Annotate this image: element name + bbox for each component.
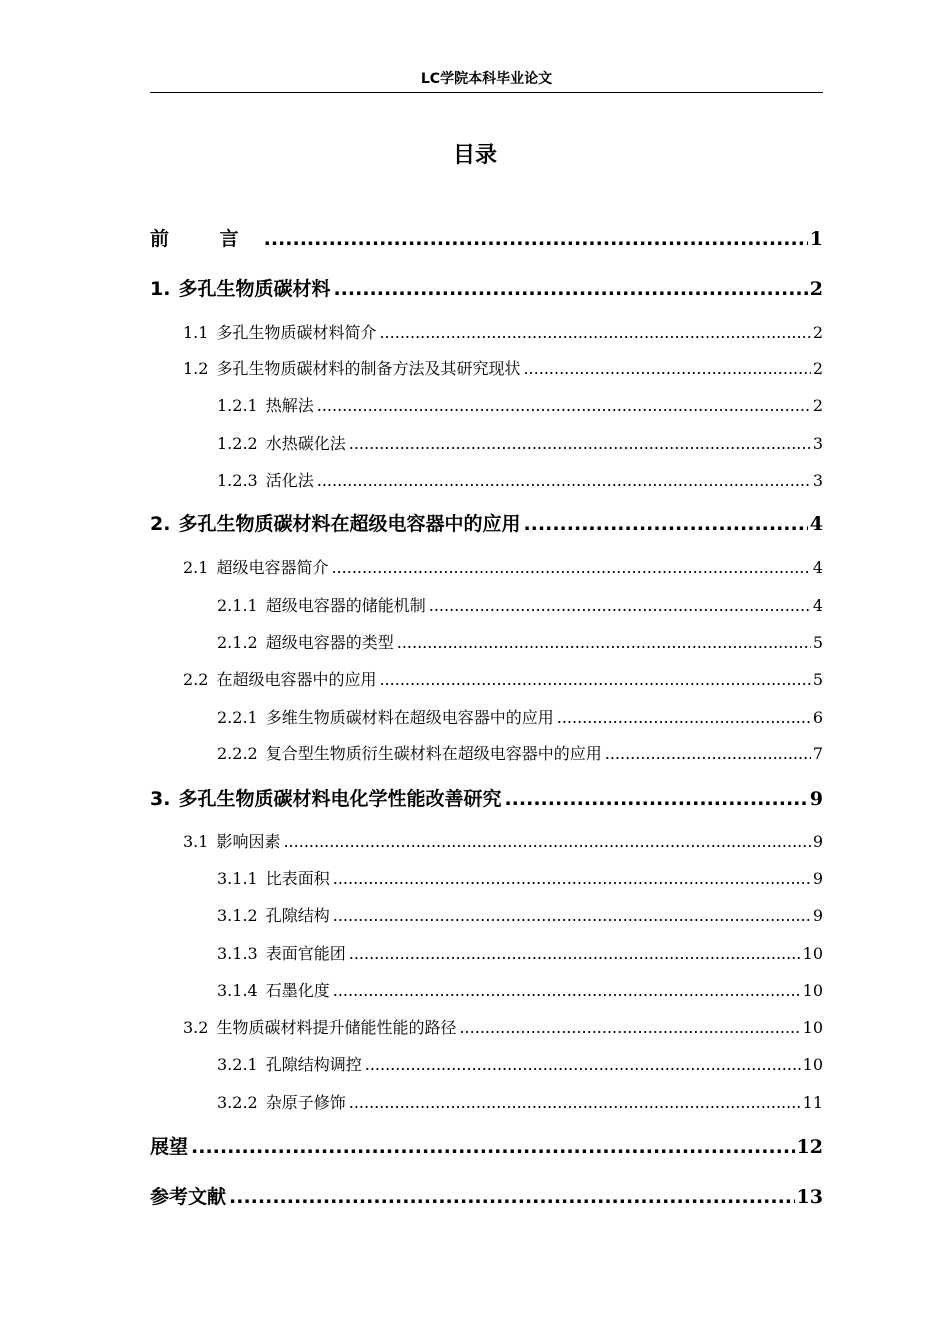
toc-entry-label: 热解法 (265, 396, 314, 415)
toc-entry-label: 多孔生物质碳材料电化学性能改善研究 (178, 788, 502, 810)
toc-entry-page: 9 (812, 906, 823, 925)
toc-leader-dots (229, 1184, 795, 1210)
toc-leader-dots (191, 1134, 795, 1160)
toc-entry-3-2[interactable] (183, 1017, 823, 1039)
toc-entry-label: 多孔生物质碳材料 (178, 278, 331, 300)
toc-entry-3-2-1[interactable] (217, 1054, 823, 1076)
toc-entry-page: 5 (812, 633, 823, 652)
toc-entry-number: 2.2.1 (217, 708, 258, 727)
toc-entry-label: 比表面积 (265, 869, 330, 888)
toc-entry-number: 3.2 (183, 1018, 209, 1037)
toc-leader-dots (429, 595, 811, 617)
toc-entry-3-1-3[interactable] (217, 943, 823, 965)
toc-entry-page: 7 (812, 744, 823, 763)
toc-entry-number: 3.1.3 (217, 944, 258, 963)
toc-leader-dots (605, 743, 811, 765)
toc-leader-dots (459, 1017, 800, 1039)
toc-entry-page: 9 (812, 832, 823, 851)
toc-leader-dots (504, 786, 807, 812)
toc-entry-page: 4 (809, 513, 823, 535)
toc-entry-page: 9 (809, 788, 823, 810)
toc-leader-dots (523, 358, 810, 380)
toc-leader-dots (333, 868, 811, 890)
toc-entry-label: 参考文献 (150, 1186, 227, 1208)
toc-entry-3-1-4[interactable] (217, 980, 823, 1002)
toc-entry-label: 超级电容器的储能机制 (265, 596, 426, 615)
toc-entry-number: 2.1 (183, 558, 209, 577)
toc-entry-page: 13 (796, 1186, 823, 1208)
toc-entry-number: 2. (150, 513, 171, 535)
page-header: LC学院本科毕业论文 (150, 66, 823, 93)
toc-entry-page: 10 (802, 981, 823, 1000)
toc-entry-number: 1. (150, 278, 171, 300)
toc-entry-number: 3.1.2 (217, 906, 258, 925)
toc-entry-label: 在超级电容器中的应用 (216, 670, 377, 689)
toc-leader-dots (397, 632, 811, 654)
toc-entry-page: 2 (809, 278, 823, 300)
toc-entry-1-2-2[interactable] (217, 433, 823, 455)
toc-entry-3-1-1[interactable] (217, 868, 823, 890)
toc-entry-page: 10 (802, 1018, 823, 1037)
toc-leader-dots (349, 433, 811, 455)
toc-entry-number: 1.2.2 (217, 434, 258, 453)
toc-entry-number: 1.2.3 (217, 471, 258, 490)
toc-entry-label: 多维生物质碳材料在超级电容器中的应用 (265, 708, 554, 727)
toc-entry-label: 多孔生物质碳材料在超级电容器中的应用 (178, 513, 521, 535)
toc-entry-page: 10 (802, 944, 823, 963)
toc-entry-page: 12 (796, 1136, 823, 1158)
toc-entry-3-2-2[interactable] (217, 1092, 823, 1114)
toc-entry-2-2[interactable] (183, 669, 823, 691)
toc-entry-1-2-1[interactable] (217, 395, 823, 417)
toc-entry-number: 3.1 (183, 832, 209, 851)
toc-entry-label: 多孔生物质碳材料的制备方法及其研究现状 (216, 359, 521, 378)
toc-entry-preface[interactable] (150, 226, 823, 252)
toc-leader-dots (333, 980, 801, 1002)
toc-entry-outlook[interactable] (150, 1134, 823, 1160)
toc-leader-dots (349, 1092, 801, 1114)
toc-entry-label: 石墨化度 (265, 981, 330, 1000)
toc-entry-label: 水热碳化法 (265, 434, 346, 453)
toc-entry-1-1[interactable] (183, 322, 823, 344)
toc-entry-label: 影响因素 (216, 832, 281, 851)
toc-entry-label: 多孔生物质碳材料简介 (216, 323, 377, 342)
toc-entry-page: 11 (802, 1093, 823, 1112)
toc-entry-page: 3 (812, 471, 823, 490)
toc-entry-chapter-2[interactable] (150, 511, 823, 537)
toc-entry-label: 活化法 (265, 471, 314, 490)
toc-entry-page: 6 (812, 708, 823, 727)
toc-entry-page: 10 (802, 1055, 823, 1074)
toc-entry-label: 孔隙结构调控 (265, 1055, 362, 1074)
toc-entry-number: 3.2.1 (217, 1055, 258, 1074)
toc-entry-number: 2.2.2 (217, 744, 258, 763)
toc-entry-2-2-1[interactable] (217, 707, 823, 729)
toc-entry-page: 9 (812, 869, 823, 888)
toc-leader-dots (523, 511, 807, 537)
toc-leader-dots (283, 831, 810, 853)
toc-entry-chapter-3[interactable] (150, 786, 823, 812)
toc-entry-number: 3.1.4 (217, 981, 258, 1000)
toc-entry-page: 2 (812, 396, 823, 415)
toc-leader-dots (317, 470, 811, 492)
toc-entry-label: 超级电容器简介 (216, 558, 329, 577)
toc-entry-label: 复合型生物质衍生碳材料在超级电容器中的应用 (265, 744, 602, 763)
toc-entry-page: 3 (812, 434, 823, 453)
toc-entry-number: 2.1.2 (217, 633, 258, 652)
toc-entry-1-2[interactable] (183, 358, 823, 380)
toc-leader-dots (349, 943, 801, 965)
toc-entry-number: 3. (150, 788, 171, 810)
toc-entry-label: 超级电容器的类型 (265, 633, 394, 652)
toc-entry-page: 2 (812, 359, 823, 378)
toc-entry-number: 3.2.2 (217, 1093, 258, 1112)
toc-leader-dots (317, 395, 811, 417)
toc-entry-2-1[interactable] (183, 557, 823, 579)
toc-entry-label: 杂原子修饰 (265, 1093, 346, 1112)
toc-entry-number: 1.2 (183, 359, 209, 378)
toc-entry-label: 前 言 (150, 228, 261, 250)
toc-entry-2-1-2[interactable] (217, 632, 823, 654)
toc-leader-dots (333, 905, 811, 927)
toc-leader-dots (379, 669, 810, 691)
toc-entry-page: 2 (812, 323, 823, 342)
toc-entry-references[interactable] (150, 1184, 823, 1210)
toc-entry-3-1[interactable] (183, 831, 823, 853)
toc-entry-number: 2.2 (183, 670, 209, 689)
toc-entry-page: 5 (812, 670, 823, 689)
toc-entry-number: 1.2.1 (217, 396, 258, 415)
toc-entry-page: 4 (812, 596, 823, 615)
toc-entry-chapter-1[interactable] (150, 276, 823, 302)
toc-leader-dots (333, 276, 807, 302)
toc-leader-dots (331, 557, 810, 579)
toc-entry-label: 表面官能团 (265, 944, 346, 963)
toc-entry-number: 1.1 (183, 323, 209, 342)
toc-leader-dots (379, 322, 810, 344)
toc-entry-label: 展望 (150, 1136, 189, 1158)
toc-leader-dots (365, 1054, 801, 1076)
toc-leader-dots (264, 226, 808, 252)
toc-entry-page: 4 (812, 558, 823, 577)
toc-entry-1-2-3[interactable] (217, 470, 823, 492)
toc-entry-label: 孔隙结构 (265, 906, 330, 925)
toc-entry-label: 生物质碳材料提升储能性能的路径 (216, 1018, 457, 1037)
toc-leader-dots (557, 707, 811, 729)
toc-entry-number: 2.1.1 (217, 596, 258, 615)
toc-entry-3-1-2[interactable] (217, 905, 823, 927)
toc-entry-2-2-2[interactable] (217, 743, 823, 765)
toc-entry-page: 1 (809, 228, 823, 250)
toc-entry-2-1-1[interactable] (217, 595, 823, 617)
toc-entry-number: 3.1.1 (217, 869, 258, 888)
page-title: 目录 (452, 143, 497, 168)
